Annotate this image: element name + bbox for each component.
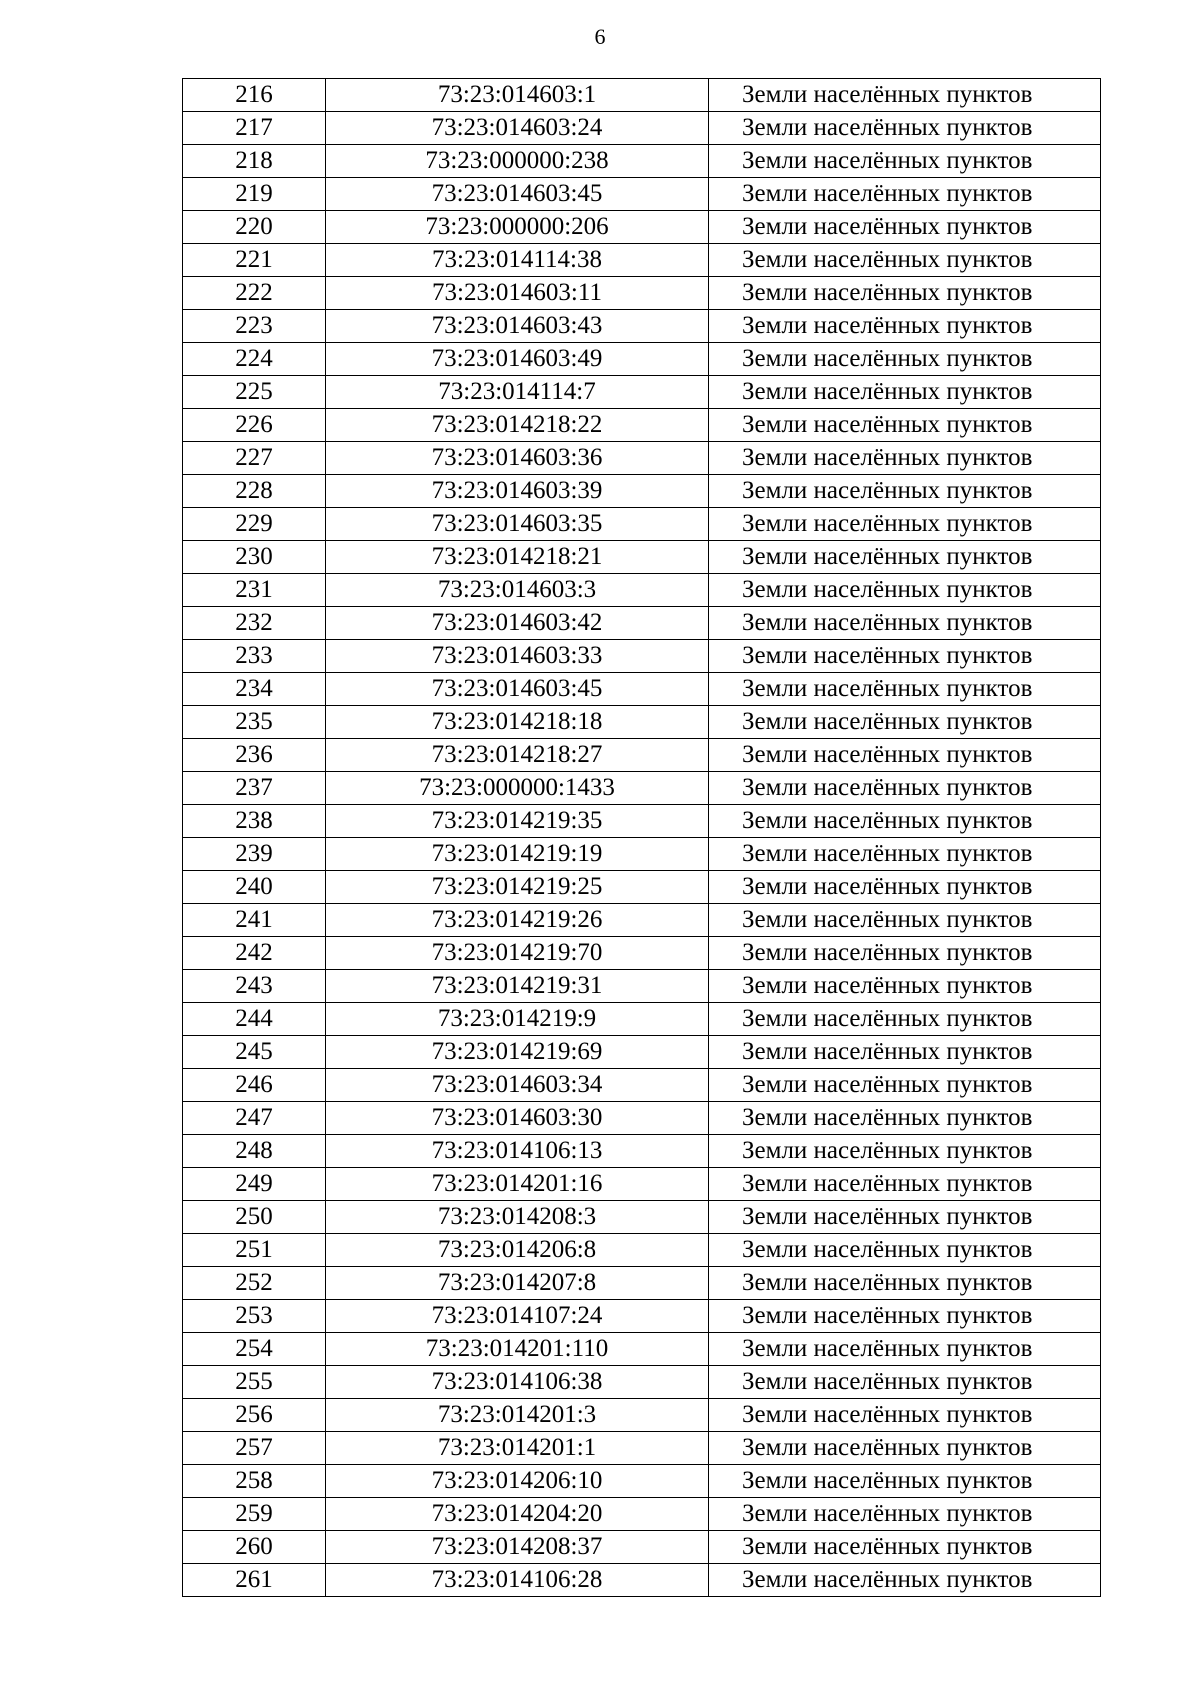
land-category-cell: Земли населённых пунктов <box>709 739 1101 772</box>
cadastral-number-cell: 73:23:014208:37 <box>326 1531 709 1564</box>
cadastral-number-cell: 73:23:014206:10 <box>326 1465 709 1498</box>
row-number-cell: 247 <box>183 1102 326 1135</box>
cadastral-number-cell: 73:23:014603:43 <box>326 310 709 343</box>
land-category-cell: Земли населённых пунктов <box>709 1135 1101 1168</box>
table-row <box>183 1399 1101 1432</box>
row-number-cell: 246 <box>183 1069 326 1102</box>
land-category-cell: Земли населённых пунктов <box>709 541 1101 574</box>
table-row <box>183 277 1101 310</box>
row-number-cell: 216 <box>183 79 326 112</box>
cadastral-number-cell: 73:23:000000:206 <box>326 211 709 244</box>
land-category-cell: Земли населённых пунктов <box>709 1069 1101 1102</box>
row-number-cell: 230 <box>183 541 326 574</box>
table-row <box>183 805 1101 838</box>
table-row <box>183 937 1101 970</box>
table-row <box>183 1498 1101 1531</box>
cadastral-number-cell: 73:23:014207:8 <box>326 1267 709 1300</box>
cadastral-number-cell: 73:23:014219:9 <box>326 1003 709 1036</box>
row-number-cell: 227 <box>183 442 326 475</box>
cadastral-number-cell: 73:23:014603:49 <box>326 343 709 376</box>
table-row <box>183 409 1101 442</box>
row-number-cell: 228 <box>183 475 326 508</box>
land-category-cell: Земли населённых пунктов <box>709 277 1101 310</box>
table-row <box>183 1069 1101 1102</box>
cadastral-number-cell: 73:23:000000:238 <box>326 145 709 178</box>
land-category-cell: Земли населённых пунктов <box>709 1300 1101 1333</box>
cadastral-number-cell: 73:23:014603:45 <box>326 178 709 211</box>
cadastral-number-cell: 73:23:014219:70 <box>326 937 709 970</box>
row-number-cell: 229 <box>183 508 326 541</box>
land-category-cell: Земли населённых пунктов <box>709 1234 1101 1267</box>
land-category-cell: Земли населённых пунктов <box>709 640 1101 673</box>
land-category-cell: Земли населённых пунктов <box>709 805 1101 838</box>
land-category-cell: Земли населённых пунктов <box>709 838 1101 871</box>
cadastral-number-cell: 73:23:014603:1 <box>326 79 709 112</box>
row-number-cell: 233 <box>183 640 326 673</box>
cadastral-number-cell: 73:23:014106:28 <box>326 1564 709 1597</box>
land-category-cell: Земли населённых пунктов <box>709 706 1101 739</box>
row-number-cell: 238 <box>183 805 326 838</box>
table-row <box>183 607 1101 640</box>
table-row <box>183 79 1101 112</box>
cadastral-number-cell: 73:23:014218:18 <box>326 706 709 739</box>
row-number-cell: 232 <box>183 607 326 640</box>
table-row <box>183 1432 1101 1465</box>
cadastral-number-cell: 73:23:014219:26 <box>326 904 709 937</box>
land-category-cell: Земли населённых пунктов <box>709 970 1101 1003</box>
table-row <box>183 376 1101 409</box>
row-number-cell: 255 <box>183 1366 326 1399</box>
land-category-cell: Земли населённых пунктов <box>709 1399 1101 1432</box>
row-number-cell: 250 <box>183 1201 326 1234</box>
table-row <box>183 739 1101 772</box>
table-row <box>183 673 1101 706</box>
table-row <box>183 508 1101 541</box>
table-row <box>183 1036 1101 1069</box>
table-row <box>183 1102 1101 1135</box>
row-number-cell: 242 <box>183 937 326 970</box>
cadastral-number-cell: 73:23:014603:39 <box>326 475 709 508</box>
land-category-cell: Земли населённых пунктов <box>709 607 1101 640</box>
row-number-cell: 244 <box>183 1003 326 1036</box>
cadastral-number-cell: 73:23:014219:25 <box>326 871 709 904</box>
table-row <box>183 772 1101 805</box>
row-number-cell: 253 <box>183 1300 326 1333</box>
row-number-cell: 248 <box>183 1135 326 1168</box>
table-row <box>183 640 1101 673</box>
land-category-cell: Земли населённых пунктов <box>709 244 1101 277</box>
row-number-cell: 245 <box>183 1036 326 1069</box>
table-row <box>183 145 1101 178</box>
table-row <box>183 475 1101 508</box>
table-row <box>183 442 1101 475</box>
cadastral-number-cell: 73:23:014219:35 <box>326 805 709 838</box>
row-number-cell: 258 <box>183 1465 326 1498</box>
row-number-cell: 243 <box>183 970 326 1003</box>
land-category-cell: Земли населённых пунктов <box>709 508 1101 541</box>
land-category-cell: Земли населённых пунктов <box>709 1102 1101 1135</box>
row-number-cell: 239 <box>183 838 326 871</box>
row-number-cell: 249 <box>183 1168 326 1201</box>
cadastral-number-cell: 73:23:014201:110 <box>326 1333 709 1366</box>
row-number-cell: 218 <box>183 145 326 178</box>
row-number-cell: 260 <box>183 1531 326 1564</box>
row-number-cell: 234 <box>183 673 326 706</box>
cadastral-number-cell: 73:23:014603:36 <box>326 442 709 475</box>
cadastral-number-cell: 73:23:014107:24 <box>326 1300 709 1333</box>
cadastral-number-cell: 73:23:014219:19 <box>326 838 709 871</box>
table-row <box>183 211 1101 244</box>
table-row <box>183 1531 1101 1564</box>
page-number: 6 <box>594 24 606 49</box>
cadastral-number-cell: 73:23:014603:3 <box>326 574 709 607</box>
cadastral-number-cell: 73:23:014603:35 <box>326 508 709 541</box>
cadastral-number-cell: 73:23:014603:24 <box>326 112 709 145</box>
land-category-cell: Земли населённых пунктов <box>709 1003 1101 1036</box>
row-number-cell: 225 <box>183 376 326 409</box>
table-row <box>183 1234 1101 1267</box>
cadastral-number-cell: 73:23:014204:20 <box>326 1498 709 1531</box>
land-category-cell: Земли населённых пунктов <box>709 112 1101 145</box>
row-number-cell: 220 <box>183 211 326 244</box>
land-category-cell: Земли населённых пунктов <box>709 442 1101 475</box>
row-number-cell: 261 <box>183 1564 326 1597</box>
land-category-cell: Земли населённых пунктов <box>709 1498 1101 1531</box>
table-row <box>183 310 1101 343</box>
land-category-cell: Земли населённых пунктов <box>709 904 1101 937</box>
table-row <box>183 1300 1101 1333</box>
land-category-cell: Земли населённых пунктов <box>709 145 1101 178</box>
cadastral-number-cell: 73:23:000000:1433 <box>326 772 709 805</box>
land-category-cell: Земли населённых пунктов <box>709 772 1101 805</box>
cadastral-number-cell: 73:23:014201:16 <box>326 1168 709 1201</box>
table-row <box>183 1366 1101 1399</box>
cadastral-number-cell: 73:23:014219:69 <box>326 1036 709 1069</box>
land-category-cell: Земли населённых пунктов <box>709 310 1101 343</box>
table-row <box>183 904 1101 937</box>
land-category-cell: Земли населённых пунктов <box>709 1465 1101 1498</box>
table-row <box>183 1333 1101 1366</box>
cadastral-number-cell: 73:23:014218:21 <box>326 541 709 574</box>
table-row <box>183 541 1101 574</box>
cadastral-number-cell: 73:23:014219:31 <box>326 970 709 1003</box>
cadastral-number-cell: 73:23:014603:30 <box>326 1102 709 1135</box>
land-category-cell: Земли населённых пунктов <box>709 79 1101 112</box>
land-category-cell: Земли населённых пунктов <box>709 211 1101 244</box>
land-category-cell: Земли населённых пунктов <box>709 409 1101 442</box>
cadastral-number-cell: 73:23:014603:33 <box>326 640 709 673</box>
land-category-cell: Земли населённых пунктов <box>709 1333 1101 1366</box>
cadastral-number-cell: 73:23:014603:11 <box>326 277 709 310</box>
land-parcels-table <box>182 78 1101 1597</box>
cadastral-number-cell: 73:23:014218:22 <box>326 409 709 442</box>
cadastral-number-cell: 73:23:014603:34 <box>326 1069 709 1102</box>
land-parcels-table-body <box>183 79 1101 1597</box>
land-category-cell: Земли населённых пунктов <box>709 343 1101 376</box>
row-number-cell: 257 <box>183 1432 326 1465</box>
table-row <box>183 1003 1101 1036</box>
cadastral-number-cell: 73:23:014208:3 <box>326 1201 709 1234</box>
table-row <box>183 838 1101 871</box>
land-category-cell: Земли населённых пунктов <box>709 871 1101 904</box>
land-category-cell: Земли населённых пунктов <box>709 1036 1101 1069</box>
table-row <box>183 1465 1101 1498</box>
land-category-cell: Земли населённых пунктов <box>709 574 1101 607</box>
row-number-cell: 236 <box>183 739 326 772</box>
row-number-cell: 251 <box>183 1234 326 1267</box>
table-row <box>183 1564 1101 1597</box>
table-row <box>183 244 1101 277</box>
table-row <box>183 970 1101 1003</box>
land-category-cell: Земли населённых пунктов <box>709 178 1101 211</box>
land-category-cell: Земли населённых пунктов <box>709 376 1101 409</box>
table-row <box>183 574 1101 607</box>
cadastral-number-cell: 73:23:014603:45 <box>326 673 709 706</box>
table-row <box>183 112 1101 145</box>
table-row <box>183 343 1101 376</box>
table-row <box>183 871 1101 904</box>
cadastral-number-cell: 73:23:014603:42 <box>326 607 709 640</box>
row-number-cell: 240 <box>183 871 326 904</box>
cadastral-number-cell: 73:23:014201:1 <box>326 1432 709 1465</box>
row-number-cell: 219 <box>183 178 326 211</box>
table-row <box>183 178 1101 211</box>
cadastral-number-cell: 73:23:014201:3 <box>326 1399 709 1432</box>
land-category-cell: Земли населённых пунктов <box>709 937 1101 970</box>
row-number-cell: 241 <box>183 904 326 937</box>
table-row <box>183 1201 1101 1234</box>
cadastral-number-cell: 73:23:014106:38 <box>326 1366 709 1399</box>
row-number-cell: 252 <box>183 1267 326 1300</box>
row-number-cell: 221 <box>183 244 326 277</box>
row-number-cell: 259 <box>183 1498 326 1531</box>
row-number-cell: 226 <box>183 409 326 442</box>
cadastral-number-cell: 73:23:014106:13 <box>326 1135 709 1168</box>
land-category-cell: Земли населённых пунктов <box>709 1564 1101 1597</box>
land-category-cell: Земли населённых пунктов <box>709 1432 1101 1465</box>
row-number-cell: 237 <box>183 772 326 805</box>
land-category-cell: Земли населённых пунктов <box>709 475 1101 508</box>
land-category-cell: Земли населённых пунктов <box>709 1267 1101 1300</box>
land-category-cell: Земли населённых пунктов <box>709 673 1101 706</box>
table-row <box>183 1168 1101 1201</box>
row-number-cell: 217 <box>183 112 326 145</box>
row-number-cell: 254 <box>183 1333 326 1366</box>
table-row <box>183 706 1101 739</box>
cadastral-number-cell: 73:23:014114:7 <box>326 376 709 409</box>
cadastral-number-cell: 73:23:014218:27 <box>326 739 709 772</box>
land-category-cell: Земли населённых пунктов <box>709 1366 1101 1399</box>
row-number-cell: 235 <box>183 706 326 739</box>
row-number-cell: 224 <box>183 343 326 376</box>
row-number-cell: 222 <box>183 277 326 310</box>
cadastral-number-cell: 73:23:014114:38 <box>326 244 709 277</box>
land-category-cell: Земли населённых пунктов <box>709 1201 1101 1234</box>
table-row <box>183 1135 1101 1168</box>
row-number-cell: 223 <box>183 310 326 343</box>
table-row <box>183 1267 1101 1300</box>
land-category-cell: Земли населённых пунктов <box>709 1168 1101 1201</box>
row-number-cell: 256 <box>183 1399 326 1432</box>
land-category-cell: Земли населённых пунктов <box>709 1531 1101 1564</box>
row-number-cell: 231 <box>183 574 326 607</box>
cadastral-number-cell: 73:23:014206:8 <box>326 1234 709 1267</box>
